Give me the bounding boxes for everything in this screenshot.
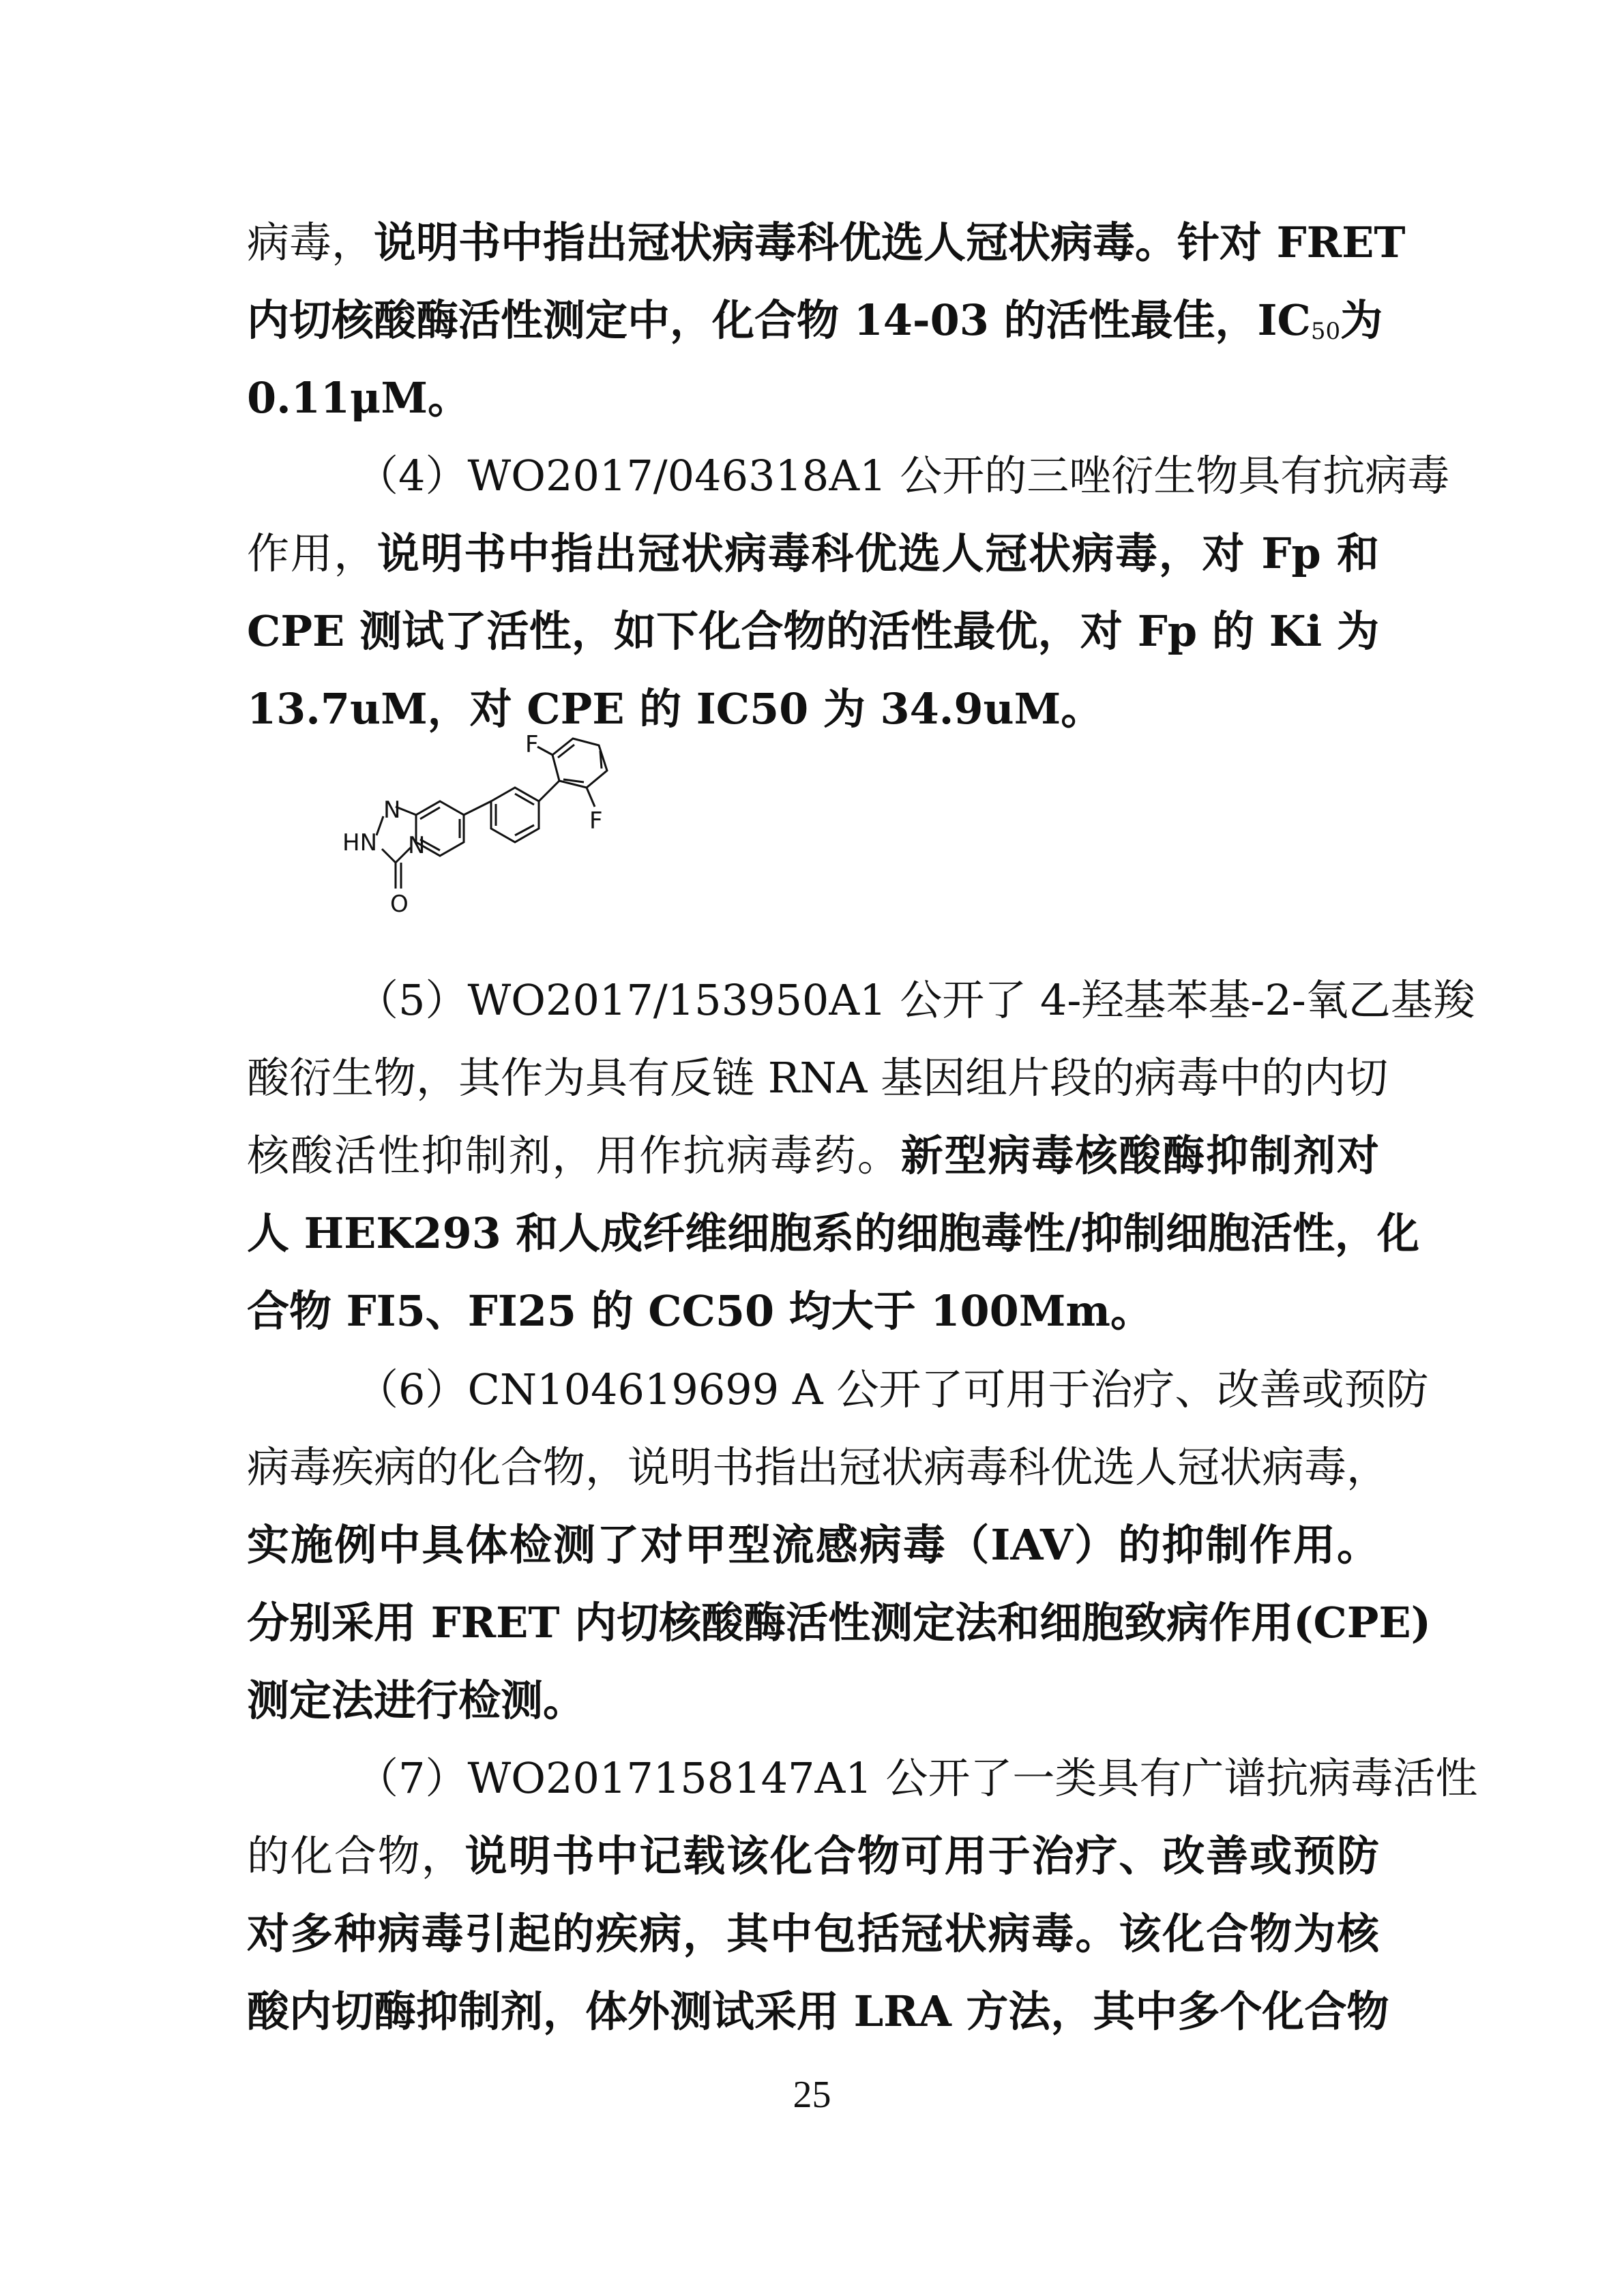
text-segment: 作用，: [247, 528, 377, 578]
text-line: [247, 515, 1379, 593]
chemical-structure-figure: [327, 733, 709, 938]
text-line: [247, 204, 1406, 282]
text-segment: 的化合物，: [247, 1831, 465, 1881]
text-line: 病毒疾病的化合物，说明书指出冠状病毒科优选人冠状病毒，: [247, 1442, 1389, 1492]
text-line: 分别采用 FRET 内切核酸酶活性测定法和细胞致病作用(CPE): [247, 1598, 1432, 1648]
text-line: CPE 测试了活性，如下化合物的活性最优，对 Fp 的 Ki 为: [247, 606, 1379, 656]
text-segment-bold: 说明书中记载该化合物可用于治疗、改善或预防: [464, 1831, 1379, 1881]
text-segment-bold: 内切核酸酶活性测定中，化合物 14-03 的活性最佳，IC: [247, 295, 1311, 345]
text-line: 测定法进行检测。: [247, 1675, 586, 1725]
text-line: （7）WO2017158147A1 公开了一类具有广谱抗病毒活性: [356, 1753, 1478, 1803]
text-line: 人 HEK293 和人成纤维细胞系的细胞毒性/抑制细胞活性，化: [247, 1208, 1419, 1258]
paragraph-5: [247, 961, 1475, 1350]
text-segment-bold: 说明书中指出冠状病毒科优选人冠状病毒。针对 FRET: [374, 218, 1406, 267]
nitrogen-label: N: [383, 796, 401, 824]
text-line: （4）WO2017/046318A1 公开的三唑衍生物具有抗病毒: [356, 451, 1450, 501]
paragraph-3-continued: [247, 204, 1406, 437]
text-segment: 病毒，: [247, 218, 374, 267]
text-line: [247, 282, 1383, 359]
text-line: 酸内切酶抑制剂，体外测试采用 LRA 方法，其中多个化合物: [247, 1986, 1389, 2036]
nitrogen-label: N: [408, 832, 426, 859]
text-segment: 核酸活性抑制剂，用作抗病毒药。: [247, 1131, 901, 1180]
page-number: 25: [793, 2074, 831, 2116]
text-segment-bold: 新型病毒核酸酶抑制剂对: [900, 1131, 1379, 1180]
subscript: 50: [1310, 318, 1341, 345]
fluorine-label: F: [589, 807, 603, 835]
text-line: 对多种病毒引起的疾病，其中包括冠状病毒。该化合物为核: [247, 1909, 1379, 1958]
fluorine-label: F: [525, 733, 539, 758]
paragraph-7: [247, 1740, 1478, 2051]
paragraph-6: [247, 1351, 1432, 1740]
text-segment-bold: 为: [1340, 295, 1383, 345]
text-line: [247, 1117, 1379, 1195]
text-segment-bold: 说明书中指出冠状病毒科优选人冠状病毒，对 Fp 和: [377, 528, 1379, 578]
nh-label: HN: [342, 829, 377, 856]
text-line: 实施例中具体检测了对甲型流感病毒（IAV）的抑制作用。: [247, 1520, 1379, 1570]
text-line: 合物 FI5、FI25 的 CC50 均大于 100Mm。: [247, 1286, 1153, 1336]
molecule-bonds: [377, 739, 607, 889]
paragraph-4: [247, 437, 1450, 748]
text-line: （5）WO2017/153950A1 公开了 4-羟基苯基-2-氧乙基羧: [356, 975, 1475, 1025]
oxygen-label: O: [390, 891, 409, 918]
text-line: （6）CN104619699 A 公开了可用于治疗、改善或预防: [356, 1365, 1429, 1414]
text-line: 酸衍生物，其作为具有反链 RNA 基因组片段的病毒中的内切: [247, 1053, 1389, 1103]
text-line: 0.11μM。: [247, 373, 471, 423]
text-line: 13.7uM，对 CPE 的 IC50 为 34.9uM。: [247, 684, 1104, 734]
text-line: [247, 1817, 1379, 1895]
